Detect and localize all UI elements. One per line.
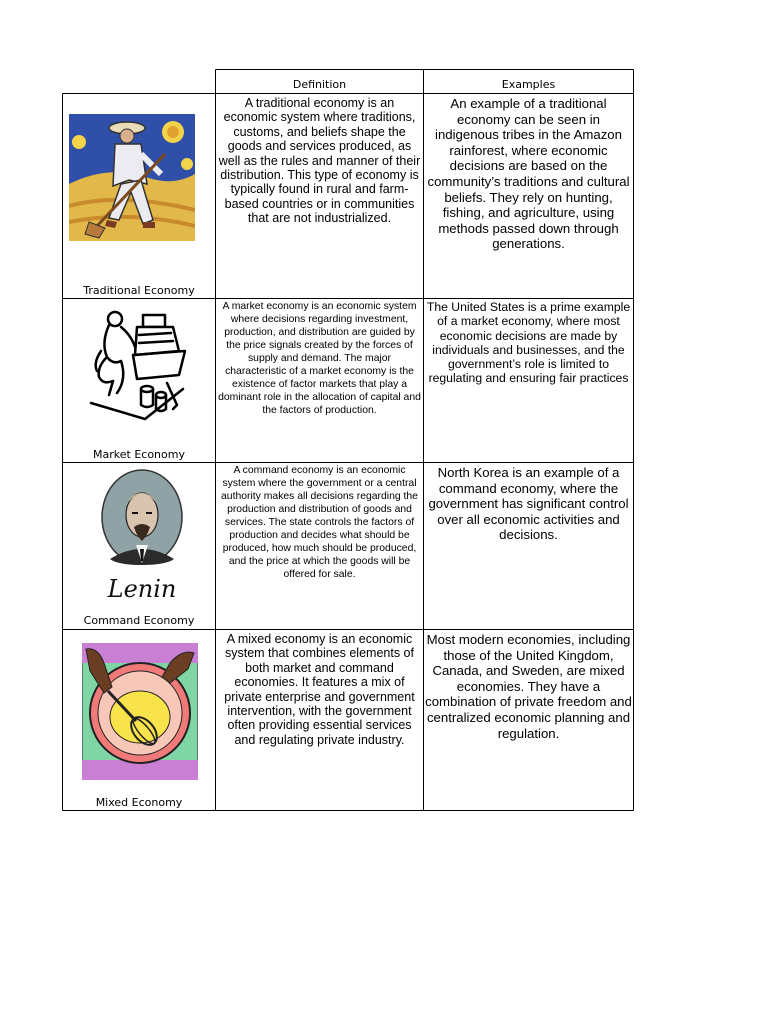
definition-traditional: A traditional economy is an economic system where traditions, customs, and beliefs shape the goods and services produced, as well as the rules and manner of their distribution. This type of economy is typically found in rural and farm-based countries or in communities that are not industrialized. [218, 96, 421, 226]
row-label-mixed: Mixed Economy [95, 796, 183, 809]
lenin-caption: Lenin [107, 575, 177, 603]
example-mixed: Most modern economies, including those of the United Kingdom, Canada, and Sweden, are mixed economies. They have a combination of private freedom and centralized economic planning and regulation. [425, 632, 632, 741]
hands-whisking-bowl-icon [82, 643, 198, 780]
example-traditional: An example of a traditional economy can be seen in indigenous tribes in the Amazon rainforest, where economic decisions are based on the community’s traditions and cultural beliefs. They rely on hunting, fishing, and agriculture, using methods passed down through generations. [427, 96, 630, 252]
farmer-illustration-icon [69, 114, 195, 241]
definition-mixed: A mixed economy is an economic system that combines elements of both market and command economies. It features a mix of private enterprise and government intervention, with the government often providing essential services and regulating private industry. [224, 632, 415, 747]
example-market: The United States is a prime example of a market economy, where most economic decisions are made by individuals and businesses, and the government’s role is limited to regulating and ensuring fair practices [426, 300, 631, 386]
row-label-command: Command Economy [83, 614, 195, 627]
header-definition: Definition [292, 78, 347, 91]
header-examples: Examples [501, 78, 556, 91]
lenin-portrait-icon [100, 469, 184, 609]
row-label-traditional: Traditional Economy [83, 284, 195, 297]
definition-command: A command economy is an economic system where the government or a central authority makes all decisions regarding the production and distribution of goods and services. The state controls the factors of production and decides what should be produced, how much should be produced, and the price at which the goods will be offered for sale. [221, 465, 418, 580]
example-command: North Korea is an example of a command economy, where the government has significant control over all economic activities and decisions. [428, 465, 629, 543]
definition-market: A market economy is an economic system where decisions regarding investment, production, and distribution are guided by the price signals created by the forces of supply and demand. The major characteristic of a market economy is the existence of factor markets that play a dominant role in the allocation of capital and the factors of production. [218, 301, 421, 416]
row-label-market: Market Economy [93, 448, 185, 461]
shopper-at-cash-register-icon [87, 305, 189, 425]
